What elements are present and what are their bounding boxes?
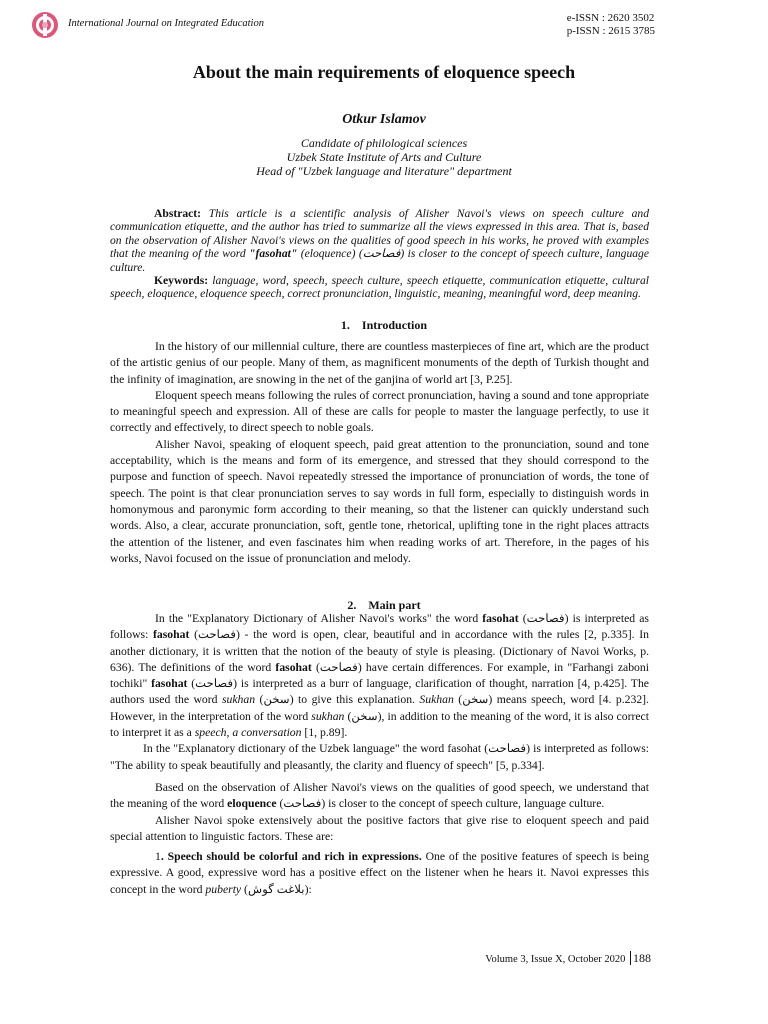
paragraph: Alisher Navoi spoke extensively about the positive factors that give rise to eloquent speech and paid special attention to linguistic factors. These are: [110, 813, 649, 843]
abstract-text: (eloquence) (فصاحت) is closer to the concept of speech culture, language culture. [110, 247, 650, 274]
section-title: Introduction [361, 318, 428, 332]
journal-name: International Journal on Integrated Education [68, 18, 264, 29]
p-issn: p-ISSN : 2615 3785 [566, 25, 655, 37]
affiliation-line: Uzbek State Institute of Arts and Culture [286, 150, 482, 164]
page-number: 188 [630, 951, 651, 965]
volume-info: Volume 3, Issue X, October 2020 [485, 954, 628, 965]
section-number: 2. [347, 598, 357, 612]
paragraph: Eloquent speech means following the rules of correct pronunciation, having a sound and tone appropriate to meaningful speech and expression. All of these are calls for people to master the language perfectly, to use it correctly and effectively, to direct speech to noble goals. [110, 388, 649, 435]
e-issn: e-ISSN : 2620 3502 [566, 12, 655, 24]
keywords-label: Keywords: [154, 274, 209, 288]
abstract-block [110, 207, 649, 301]
main-part-text [110, 611, 649, 898]
abstract-paragraph [110, 207, 649, 274]
affiliation-line: Head of "Uzbek language and literature" department [256, 164, 512, 178]
abstract-text: This article is a scientific analysis of Alisher Navoi's views on speech culture and communication etiquette, and the author has tried to summarize all the views expressed in this area. That is, based on the observation of Alisher Navoi's views on the qualities of good speech in his works, he proved with examples that the meaning of the word [110, 207, 649, 261]
paragraph: In the "Explanatory dictionary of the Uzbek language" the word fasohat (فصاحت) is interpreted as follows: "The ability to speak beautifully and pleasantly, the clarity and fluency of speech" [5, p.334]. [110, 742, 649, 772]
paragraph: In the "Explanatory Dictionary of Alisher Navoi's works" the word fasohat (فصاحت) is interpreted as follows: fasohat (فصاحت) - the word is open, clear, beautiful and in accordance with the rules [2, p.335]. In another dictionary, it is written that the notion of the beauty of style is pleasing. (Dictionary of Navoi Works, p. 636). The definitions of the word fasohat (فصاحت) have certain differences. For example, in "Farhangi zaboni tochiki" fasohat (فصاحت) is interpreted as a burr of language, clarification of thought, narration [4, p.425]. The authors used the word sukhan (سخن) to give this explanation. Sukhan (سخن) means speech, word [4. p.232]. However, in the interpretation of the word sukhan (سخن), in addition to the meaning of the word, it is also correct to interpret it as a speech, a conversation [1, p.89]. [110, 612, 649, 740]
abstract-term: "fasohat" [249, 247, 298, 261]
paragraph: 1. Speech should be colorful and rich in expressions. One of the positive features of speech is being expressive. A good, expressive word has a positive effect on the listener when he hears it. Navoi expresses this concept in the word puberty (بلاغت گوش): [110, 850, 649, 896]
journal-logo-icon [31, 11, 59, 39]
author-name: Otkur Islamov [342, 112, 426, 127]
page-footer [485, 951, 651, 966]
section-heading-introduction [0, 318, 768, 333]
paper-title: About the main requirements of eloquence speech [192, 62, 576, 82]
section-number: 1. [340, 318, 350, 332]
introduction-text [110, 339, 649, 567]
issn-block [567, 12, 655, 38]
paragraph: In the history of our millennial culture, there are countless masterpieces of fine art, which are the product of the artistic genius of our people. Many of them, as magnificent monuments of the depth of Turkish thought and the infinity of imagination, are snowing in the net of the ganjina of world art [3, P.25]. [110, 340, 649, 386]
section-title: Main part [368, 598, 421, 612]
keywords-paragraph [110, 274, 649, 301]
affiliation [0, 136, 768, 178]
keywords-text: language, word, speech, speech culture, speech etiquette, communication etiquette, cultural speech, eloquence, eloquence speech, correct pronunciation, linguistic, meaning, meaningful word, deep meaning. [110, 274, 649, 301]
paragraph: Based on the observation of Alisher Navoi's views on the qualities of good speech, we understand that the meaning of the word eloquence (فصاحت) is closer to the concept of speech culture, language culture. [110, 780, 649, 811]
affiliation-line: Candidate of philological sciences [300, 136, 468, 150]
abstract-label: Abstract: [154, 207, 202, 220]
paragraph: Alisher Navoi, speaking of eloquent speech, paid great attention to the pronunciation, sound and tone acceptability, which is the means and form of its emergence, and stressed that they should correspond to the purpose and function of speech. Navoi repeatedly stressed the importance of pronunciation of words, the tone of speech. The point is that clear pronunciation serves to say words in full form, especially to distinguish words in homonymous and paronymic form according to their meaning, so that the listener can quickly understand such words. Also, a clear, accurate pronunciation, soft, gentle tone, rhetorical, uplifting tone in the right places attracts the attention of the listener, and even fascinates him when reading works of art. Therefore, in the pages of his works, Navoi focused on the issue of pronunciation and melody. [110, 437, 649, 565]
